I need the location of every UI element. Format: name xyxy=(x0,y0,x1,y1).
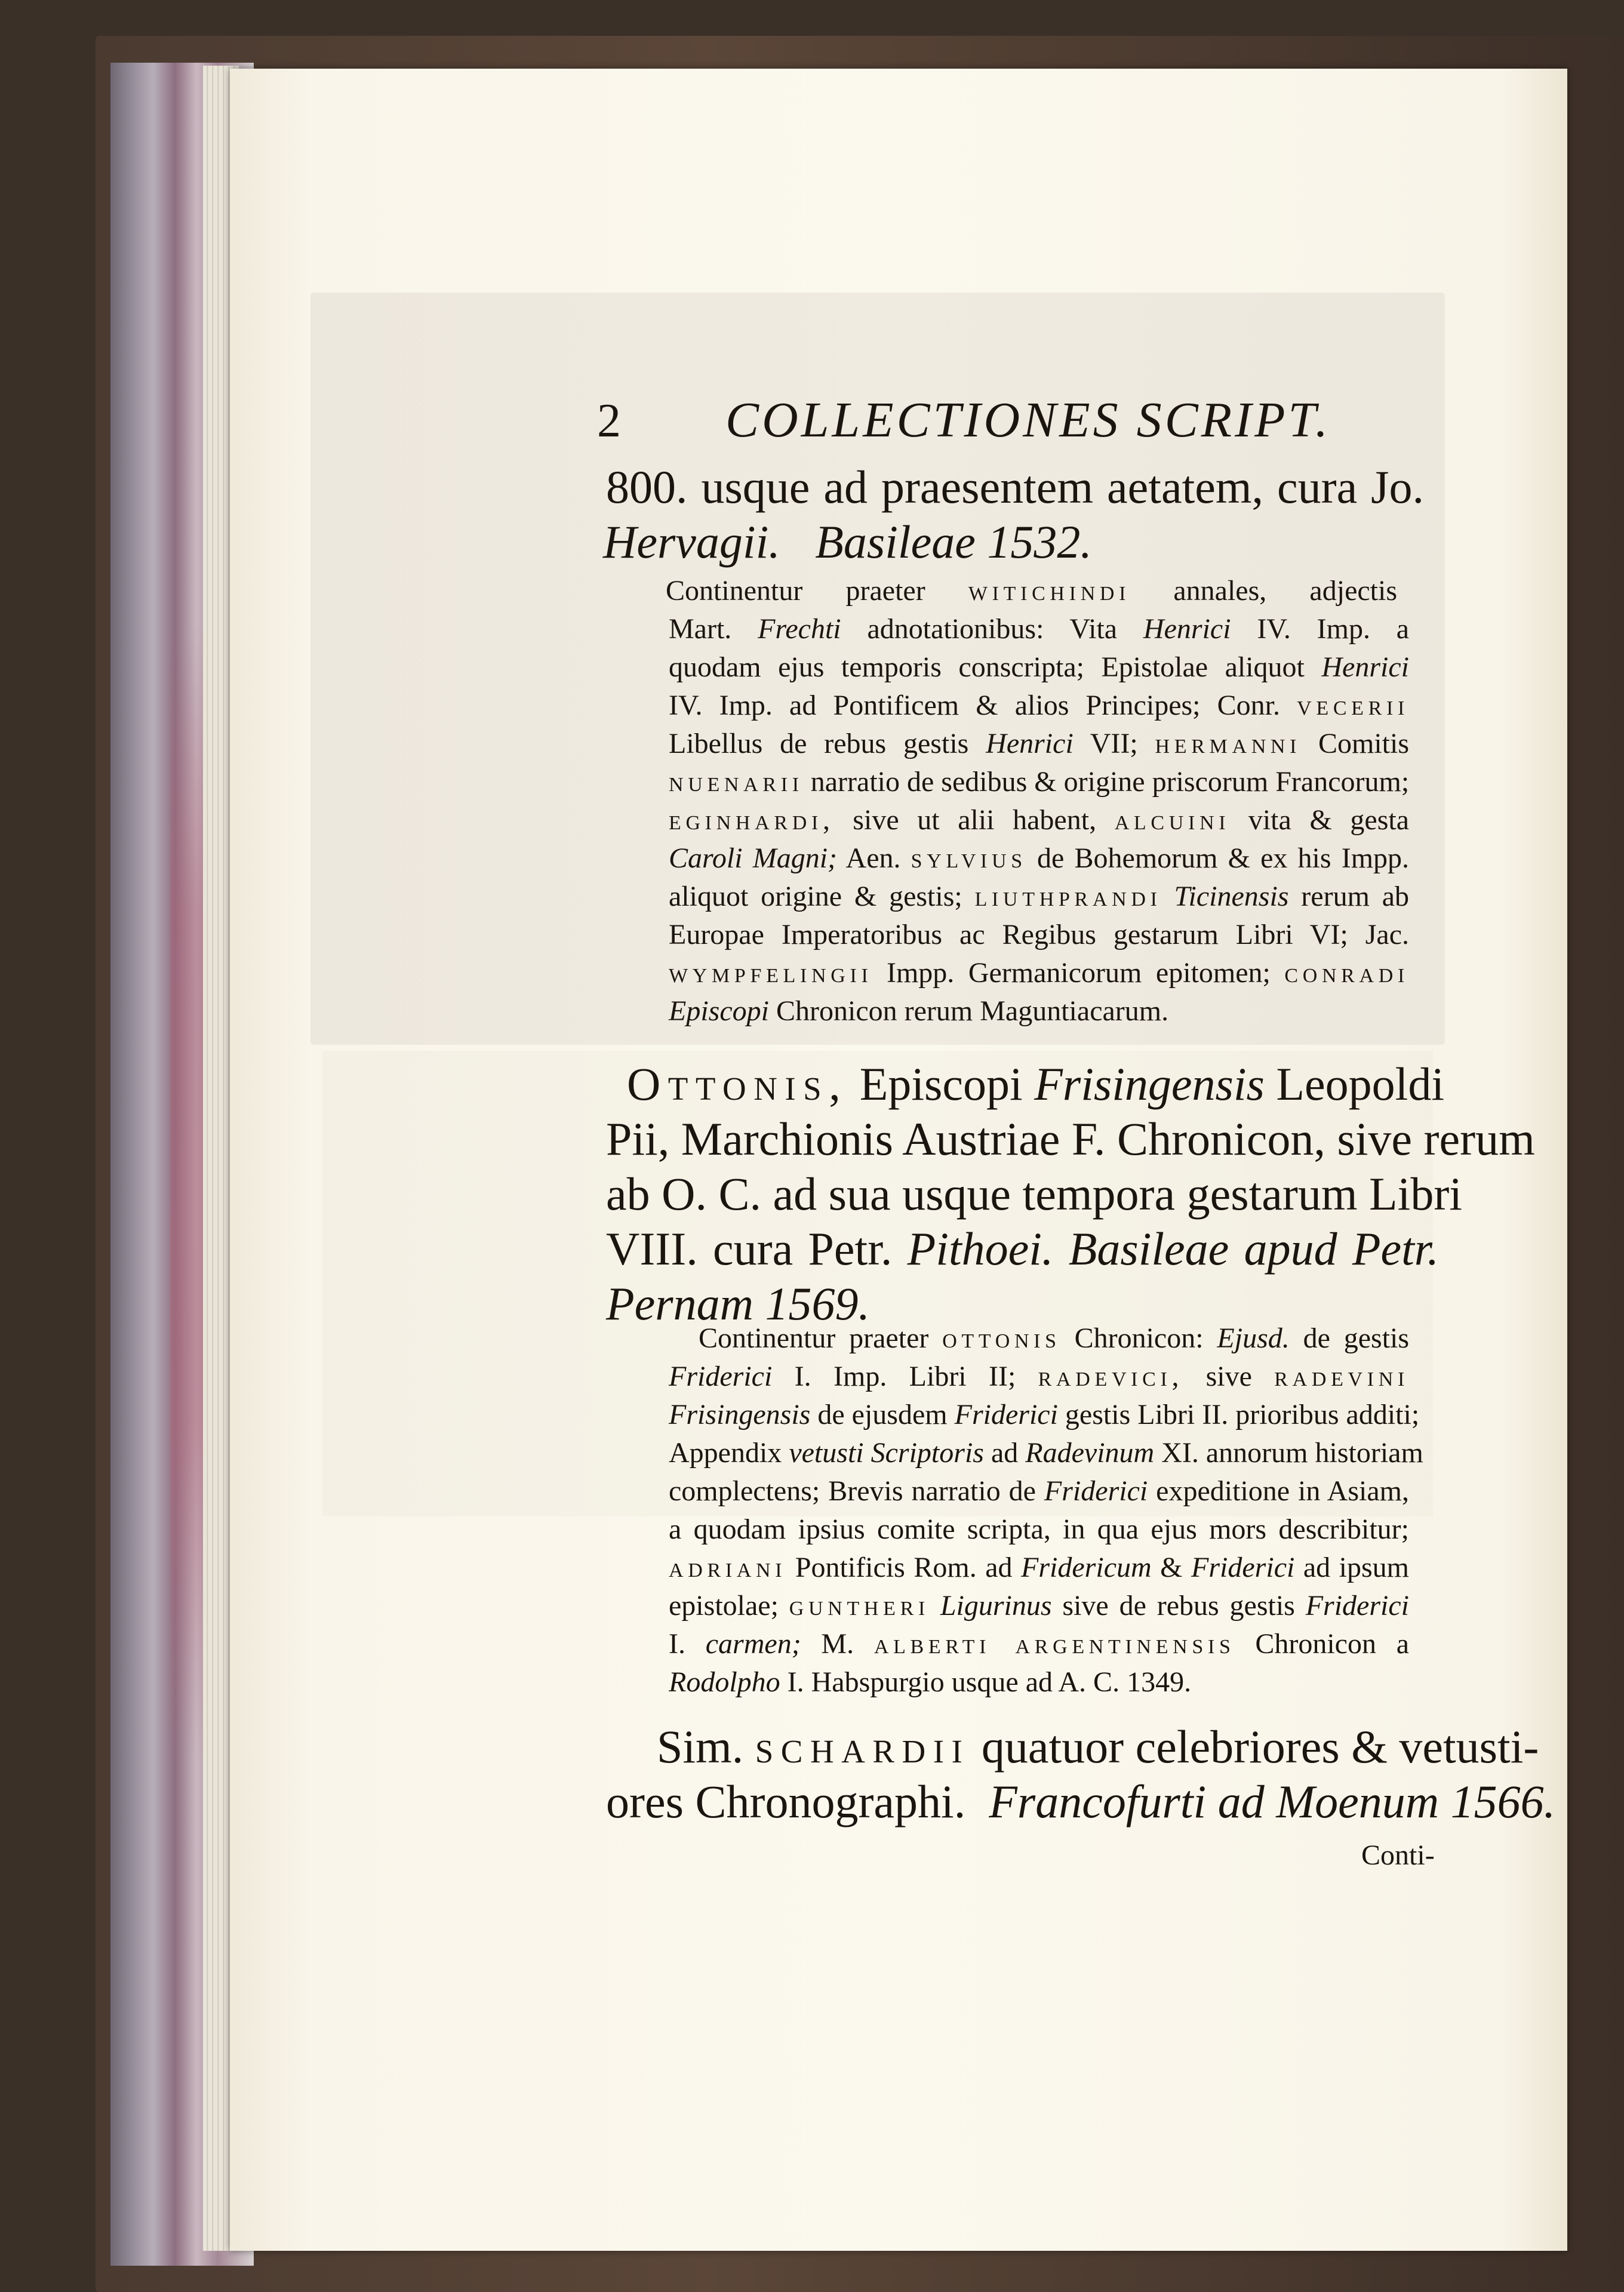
page-number: 2 xyxy=(597,395,621,447)
entry1-editor: Hervagii. xyxy=(603,516,780,568)
note2-line6: a quodam ipsius comite scripta, in qua ejus mors describitur; xyxy=(669,1513,1409,1545)
note1-line8: Caroli Magni; Aen. sylvius de Bohemorum & ex his Impp. xyxy=(669,842,1410,874)
note2-line5: complectens; Brevis narratio de Friderici expeditione in Asiam, xyxy=(669,1475,1409,1507)
note1-line5: Libellus de rebus gestis Henrici VII; hermanni Comitis xyxy=(669,728,1410,759)
note2-line4: Appendix vetusti Scriptoris ad Radevinum XI. annorum historiam xyxy=(669,1437,1423,1469)
entry3-line1: Sim. schardii quatuor celebriores & vetusti- xyxy=(657,1721,1539,1773)
entry3-author: schardii xyxy=(755,1721,970,1773)
note1-line9: aliquot origine & gestis; liuthprandi Ticinensis rerum ab xyxy=(669,881,1410,912)
note2-line7: adriani Pontificis Rom. ad Fridericum & Friderici ad ipsum xyxy=(669,1552,1410,1583)
note1-line6: nuenarii narratio de sedibus & origine priscorum Francorum; xyxy=(669,766,1410,798)
entry2-line5: Pernam 1569. xyxy=(606,1278,870,1330)
entry2-line3: ab O. C. ad sua usque tempora gestarum Libri xyxy=(606,1168,1462,1220)
note1-line7: eginhardi, sive ut alii habent, alcuini vita & gesta xyxy=(669,804,1410,836)
entry1-imprint: Basileae 1532. xyxy=(815,516,1092,568)
catchword: Conti- xyxy=(1361,1839,1435,1871)
entry1-line1: 800. usque ad praesentem aetatem, cura Jo. xyxy=(606,461,1424,513)
entry1-line2 xyxy=(603,515,1092,570)
note2-line3: Frisingensis de ejusdem Friderici gestis Libri II. prioribus additi; xyxy=(669,1399,1420,1430)
note1-line2: Mart. Frechti adnotationibus: Vita Henrici IV. Imp. a xyxy=(669,613,1410,645)
entry2-author: Ottonis, xyxy=(627,1058,848,1110)
entry2-line2: Pii, Marchionis Austriae F. Chronicon, sive rerum xyxy=(606,1113,1535,1165)
note2-line8: epistolae; guntheri Ligurinus sive de rebus gestis Friderici xyxy=(669,1590,1410,1622)
note2-line1: Continentur praeter ottonis Chronicon: Ejusd. de gestis xyxy=(699,1322,1410,1354)
note1-line4: IV. Imp. ad Pontificem & alios Principes; Conr. vecerii xyxy=(669,690,1409,721)
entry3-line2: ores Chronographi. Francofurti ad Moenum 1566. xyxy=(606,1776,1556,1828)
note1-line3: quodam ejus temporis conscripta; Epistolae aliquot Henrici xyxy=(669,651,1410,683)
note1-line11: wympfelingii Impp. Germanicorum epitomen; conradi xyxy=(669,957,1410,989)
entry2-line1: Ottonis, Episcopi Frisingensis Leopoldi xyxy=(627,1058,1444,1110)
running-title: COLLECTIONES SCRIPT. xyxy=(725,392,1331,448)
note1-line10: Europae Imperatoribus ac Regibus gestarum Libri VI; Jac. xyxy=(669,919,1409,950)
note2-line10: Rodolpho I. Habspurgio usque ad A. C. 1349. xyxy=(669,1666,1192,1698)
entry2-line4: VIII. cura Petr. Pithoei. Basileae apud Petr. xyxy=(606,1223,1440,1275)
note1-line1: Continentur praeter witichindi annales, adjectis xyxy=(666,575,1398,607)
note2-line2: Friderici I. Imp. Libri II; radevici, sive radevini xyxy=(669,1361,1410,1392)
note2-line9: I. carmen; M. alberti argentinensis Chronicon a xyxy=(669,1628,1410,1660)
entry3-imprint: Francofurti ad Moenum 1566. xyxy=(989,1776,1556,1828)
note1-line12: Episcopi Chronicon rerum Maguntiacarum. xyxy=(669,995,1169,1027)
